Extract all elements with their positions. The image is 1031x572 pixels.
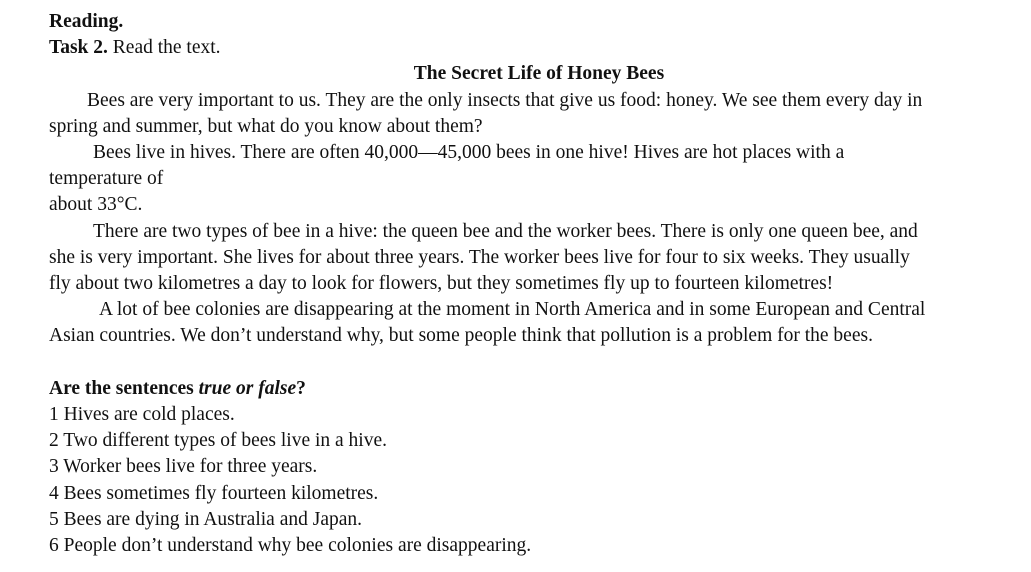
paragraph-line: Asian countries. We don’t understand why, but some people think that pollution is a problem for the bees. — [49, 325, 873, 347]
paragraph-3 — [49, 219, 1029, 298]
question-item: 1 Hives are cold places. — [49, 404, 235, 426]
paragraph-line: about 33°C. — [49, 194, 143, 216]
spacer — [49, 350, 1029, 376]
question-item: 5 Bees are dying in Australia and Japan. — [49, 508, 362, 530]
question-item: 4 Bees sometimes fly fourteen kilometres. — [49, 482, 379, 504]
questions-heading-italic: true or false — [198, 377, 297, 399]
question-list — [49, 402, 1029, 559]
task-label: Task 2. — [49, 37, 108, 59]
document-page — [49, 9, 1029, 559]
paragraph-line: fly about two kilometres a day to look for flowers, but they sometimes fly up to fourteen kilometres! — [49, 273, 834, 295]
paragraph-4 — [49, 297, 1029, 349]
questions-heading — [49, 376, 1029, 402]
task-instruction: Read the text. — [107, 37, 221, 59]
paragraph-line: Bees live in hives. There are often 40,000—45,000 bees in one hive! Hives are hot places with a — [93, 142, 845, 164]
paragraph-line: temperature of — [49, 168, 164, 190]
paragraph-line: spring and summer, but what do you know about them? — [49, 115, 483, 137]
section-heading: Reading. — [49, 11, 124, 32]
paragraph-2 — [49, 140, 1029, 219]
paragraph-line: Bees are very important to us. They are the only insects that give us food: honey. We see them every day in — [87, 89, 923, 111]
questions-heading-text: Are the sentences — [49, 377, 199, 399]
article-title: The Secret Life of Honey Bees — [413, 63, 665, 85]
question-item: 3 Worker bees live for three years. — [49, 456, 318, 478]
task-line — [49, 35, 1029, 61]
paragraph-1 — [49, 88, 1029, 140]
paragraph-line: There are two types of bee in a hive: the queen bee and the worker bees. There is only one queen bee, and — [93, 220, 918, 242]
questions-heading-mark: ? — [296, 377, 306, 399]
question-item: 6 People don’t understand why bee colonies are disappearing. — [49, 535, 532, 557]
paragraph-line: she is very important. She lives for about three years. The worker bees live for four to six weeks. They usually — [49, 246, 910, 268]
paragraph-line: A lot of bee colonies are disappearing at the moment in North America and in some European and Central — [99, 299, 926, 321]
question-item: 2 Two different types of bees live in a hive. — [49, 430, 387, 452]
